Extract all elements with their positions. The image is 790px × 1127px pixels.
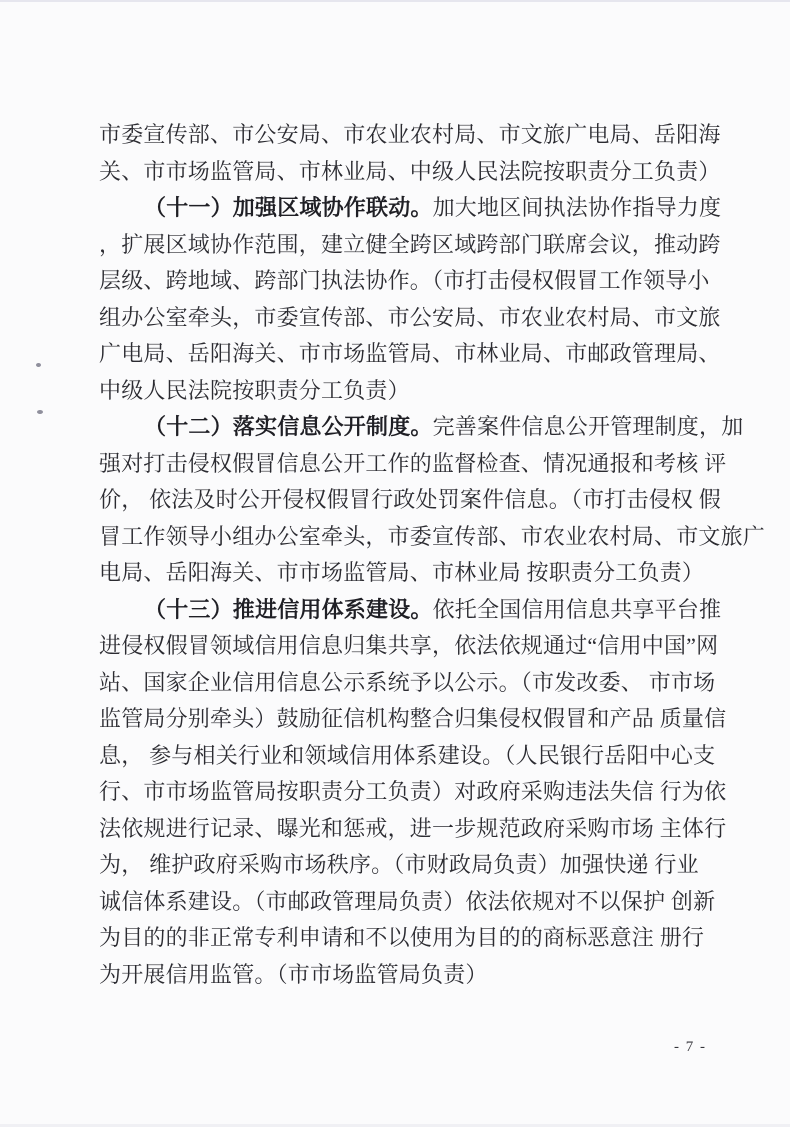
paragraph-text: 为目的的非正常专利申请和不以使用为目的的商标恶意注 册行 bbox=[99, 925, 705, 950]
text-line bbox=[99, 592, 749, 629]
paragraph-text: 加大地区间执法协作指导力度 bbox=[432, 195, 722, 220]
text-line bbox=[99, 884, 749, 921]
text-line bbox=[99, 190, 749, 227]
text-line bbox=[99, 628, 749, 665]
text-line bbox=[99, 154, 749, 191]
paragraph-text: 冒工作领导小组办公室牵头，市委宣传部、市农业农村局、市文旅广 bbox=[99, 523, 766, 549]
text-line bbox=[99, 373, 749, 410]
text-line bbox=[99, 409, 749, 446]
page-number: - 7 - bbox=[674, 1039, 707, 1055]
text-line bbox=[99, 774, 749, 811]
paragraph-heading-text: （十二）落实信息公开制度。 bbox=[144, 414, 433, 439]
paragraph-text: 完善案件信息公开管理制度，加 bbox=[432, 414, 744, 439]
text-line bbox=[99, 446, 749, 483]
scan-speckle bbox=[36, 363, 41, 367]
paragraph-text: ，扩展区域协作范围，建立健全跨区域跨部门联席会议，推动跨 bbox=[99, 231, 721, 257]
text-line bbox=[99, 117, 749, 154]
paragraph-text: 中级人民法院按职责分工负责） bbox=[99, 377, 410, 403]
text-line bbox=[99, 920, 749, 957]
text-line bbox=[99, 701, 749, 738]
paragraph-text: 进侵权假冒领域信用信息归集共享，依法依规通过“信用中国”网 bbox=[99, 633, 719, 658]
text-line bbox=[99, 847, 749, 884]
paragraph-text: 广电局、岳阳海关、市市场监管局、市林业局、市邮政管理局、 bbox=[99, 341, 721, 366]
paragraph-text: 诚信体系建设。（市邮政管理局负责）依法依规对不以保护 创新 bbox=[99, 888, 716, 914]
paragraph-text: 价， 依法及时公开侵权假冒行政处罚案件信息。（市打击侵权 假 bbox=[99, 487, 722, 512]
paragraph-text: 电局、岳阳海关、市市场监管局、市林业局 按职责分工负责） bbox=[99, 560, 705, 585]
text-line bbox=[99, 555, 749, 592]
paragraph-text: 站、国家企业信用信息公示系统予以公示。（市发改委、 市市场 bbox=[99, 669, 716, 695]
scan-edge-artifact bbox=[0, 0, 790, 2]
paragraph-heading-text: （十一）加强区域协作联动。 bbox=[144, 195, 433, 220]
text-line bbox=[99, 482, 749, 519]
text-line bbox=[99, 300, 749, 337]
paragraph-heading-text: （十三）推进信用体系建设。 bbox=[144, 596, 433, 622]
paragraph-text: 市委宣传部、市公安局、市农业农村局、市文旅广电局、岳阳海 bbox=[99, 122, 721, 147]
document-body bbox=[99, 117, 766, 993]
text-line bbox=[99, 336, 749, 373]
paragraph-text: 强对打击侵权假冒信息公开工作的监督检查、情况通报和考核 评 bbox=[99, 450, 727, 476]
text-line bbox=[99, 227, 749, 264]
text-line bbox=[99, 957, 749, 994]
paragraph-text: 监管局分别牵头）鼓励征信机构整合归集侵权假冒和产品 质量信 bbox=[99, 706, 727, 731]
text-line bbox=[99, 811, 749, 848]
paragraph-text: 依托全国信用信息共享平台推 bbox=[432, 596, 722, 622]
paragraph-text: 息， 参与相关行业和领域信用体系建设。（人民银行岳阳中心支 bbox=[99, 742, 716, 768]
text-line bbox=[99, 263, 749, 300]
paragraph-text: 法依规进行记录、曝光和惩戒，进一步规范政府采购市场 主体行 bbox=[99, 815, 727, 841]
scan-speckle bbox=[37, 410, 43, 414]
text-line bbox=[99, 738, 749, 775]
paragraph-text: 层级、跨地域、跨部门执法协作。（市打击侵权假冒工作领导小 bbox=[99, 268, 710, 293]
text-line bbox=[99, 665, 749, 702]
text-line bbox=[99, 519, 766, 556]
paragraph-text: 行、市市场监管局按职责分工负责）对政府采购违法失信 行为依 bbox=[99, 779, 727, 804]
paragraph-text: 组办公室牵头，市委宣传部、市公安局、市农业农村局、市文旅 bbox=[99, 304, 721, 330]
paragraph-text: 关、市市场监管局、市林业局、中级人民法院按职责分工负责） bbox=[99, 158, 721, 184]
paragraph-text: 为开展信用监管。（市市场监管局负责） bbox=[99, 961, 488, 987]
paragraph-text: 为， 维护政府采购市场秩序。（市财政局负责）加强快递 行业 bbox=[99, 852, 699, 877]
